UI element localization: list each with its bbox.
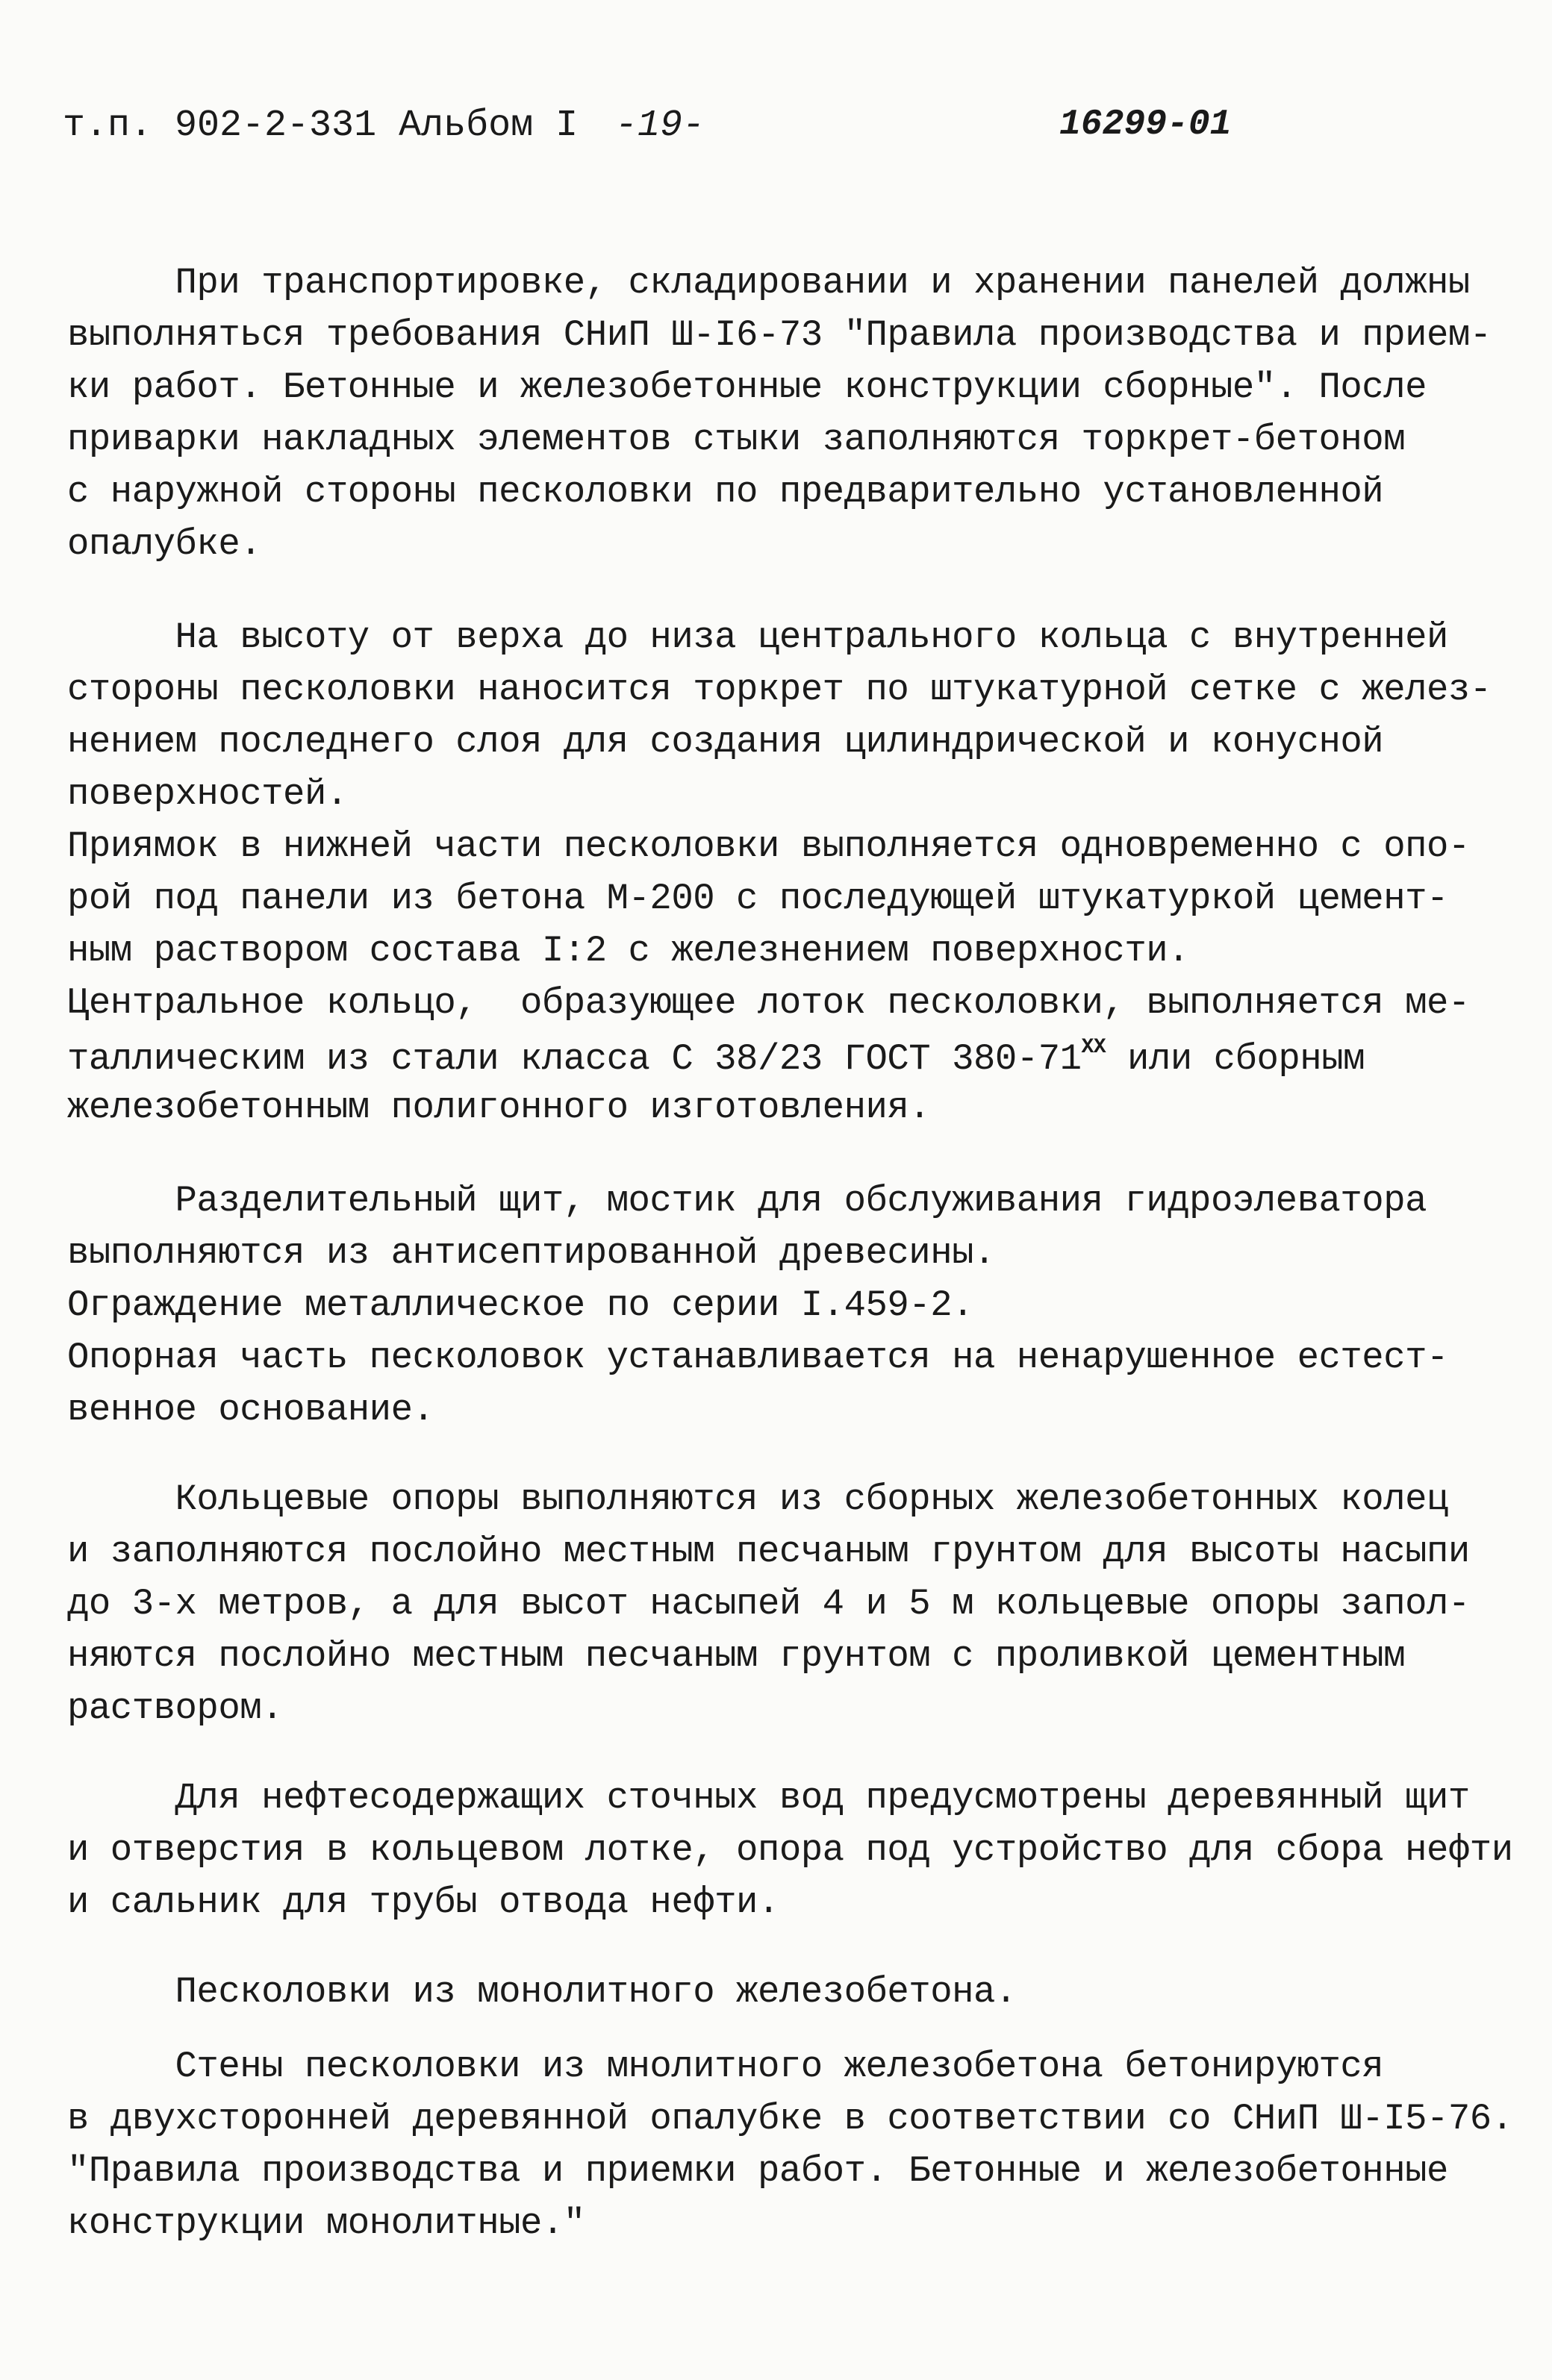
document-reference: т.п. 902-2-331 Альбом I: [63, 104, 579, 147]
text-line: Разделительный щит, мостик для обслуживания гидроэлеватора: [67, 1180, 1427, 1222]
text-line: конструкции монолитные.": [67, 2202, 585, 2244]
text-line: венное основание.: [67, 1389, 434, 1431]
text-line: поверхностей.: [67, 773, 348, 815]
page-header: [63, 104, 1481, 172]
text-line: Кольцевые опоры выполняются из сборных железобетонных колец: [67, 1478, 1448, 1520]
text-line: в двухсторонней деревянной опалубке в соответствии со СНиП Ш-I5-76.: [67, 2098, 1513, 2140]
text-line: Ограждение металлическое по серии I.459-2.: [67, 1284, 974, 1326]
text-line: опалубке.: [67, 523, 262, 565]
text-line: Приямок в нижней части песколовки выполняется одновременно с опо-: [67, 825, 1470, 867]
text-segment: таллическим из стали класса С 38/23 ГОСТ 380-71: [67, 1038, 1082, 1080]
text-line: нением последнего слоя для создания цилиндрической и конусной: [67, 721, 1384, 763]
text-line: Для нефтесодержащих сточных вод предусмотрены деревянный щит: [67, 1777, 1470, 1819]
archive-number: 16299-01: [1059, 104, 1232, 145]
text-line: ным раствором состава I:2 с железнением поверхности.: [67, 930, 1190, 972]
text-line: Стены песколовки из мнолитного железобетона бетонируются: [67, 2046, 1384, 2087]
text-line: При транспортировке, складировании и хранении панелей должны: [67, 262, 1470, 304]
text-line: с наружной стороны песколовки по предварительно установленной: [67, 471, 1384, 513]
text-line: выполняются из антисептированной древесины.: [67, 1232, 995, 1274]
text-line: На высоту от верха до низа центрального кольца с внутренней: [67, 616, 1448, 658]
text-line: ки работ. Бетонные и железобетонные конструкции сборные". После: [67, 366, 1427, 408]
text-line: Опорная часть песколовок устанавливается на ненарушенное естест-: [67, 1337, 1448, 1378]
text-line: и отверстия в кольцевом лотке, опора под устройство для сбора нефти: [67, 1829, 1513, 1871]
text-line: железобетонным полигонного изготовления.: [67, 1087, 931, 1128]
text-line: "Правила производства и приемки работ. Бетонные и железобетонные: [67, 2150, 1448, 2192]
text-line: и сальник для трубы отвода нефти.: [67, 1881, 779, 1923]
page-number: -19-: [615, 104, 705, 147]
text-line: выполняться требования СНиП Ш-I6-73 "Правила производства и прием-: [67, 314, 1492, 356]
text-line: и заполняются послойно местным песчаным грунтом для высоты насыпи: [67, 1531, 1470, 1572]
text-line: приварки накладных элементов стыки заполняются торкрет-бетоном: [67, 419, 1406, 460]
text-line: стороны песколовки наносится торкрет по штукатурной сетке с желез-: [67, 669, 1492, 710]
text-line: Центральное кольцо, образующее лоток песколовки, выполняется ме-: [67, 982, 1470, 1024]
section-heading: Песколовки из монолитного железобетона.: [67, 1971, 1017, 2013]
text-line: [67, 1037, 1365, 1078]
text-line: раствором.: [67, 1687, 284, 1729]
superscript: XX: [1081, 1036, 1106, 1059]
text-line: рой под панели из бетона М-200 с последующей штукатуркой цемент-: [67, 878, 1448, 919]
text-segment: или сборным: [1106, 1038, 1365, 1080]
text-line: до 3-х метров, а для высот насыпей 4 и 5 м кольцевые опоры запол-: [67, 1583, 1470, 1625]
text-line: няются послойно местным песчаным грунтом с проливкой цементным: [67, 1635, 1406, 1677]
